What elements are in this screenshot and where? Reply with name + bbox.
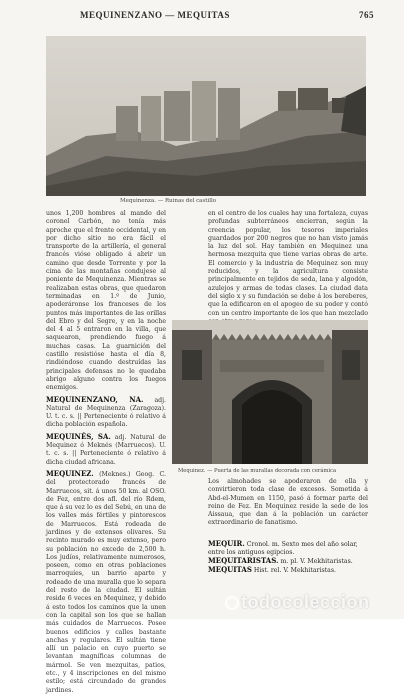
page-number: 765: [359, 10, 374, 20]
entry-text: adj. Natural de Mequinenza (Zaragoza). U. t. c. s. || Perteneciente ó relativo á dicha población española.: [46, 396, 166, 429]
entry-mequir: [208, 540, 368, 557]
entry-head: MEQUITAS: [208, 565, 252, 574]
running-header: [40, 10, 374, 24]
entry-text: m. pl. V. Mekhitaristas.: [280, 558, 353, 565]
entry-text: Hist. rel. V. Mekhitaristas.: [253, 567, 336, 574]
entry-text: adj. Natural de Mequinez ó Meknés (Marruecos). U. t. c. s. || Perteneciente ó relativo á dicha ciudad africana.: [46, 433, 167, 466]
entry-mequinenzano: [46, 396, 166, 430]
right-column-continued: Los almohades se apoderaron de ella y convirtieron toda clase de excesos. Sometida á Abd-el-Mumen en 1150, pasó á formar parte del reino de Fez. En Mequinez reside la sede de los Aissaua, que dan á la población un carácter extraordinario de fanatismo.: [208, 478, 368, 527]
header-title: MEQUINENZANO — MEQUITAS: [80, 10, 230, 20]
left-column: [46, 210, 166, 695]
entry-head: MEQUINEZ.: [46, 468, 94, 478]
entry-head: MEQUINENZANO, NA.: [46, 394, 144, 404]
castle-history-text: unos 1,200 hombres al mando del coronel Carbón, no tenía más aproche que el frente occidental, y en por dicho sitio no era fácil el transporte de la artillería, el general francés vióse obligado á abrir un camino que desde Torrente y por la cima de las montañas condujese al poniente de Mequinenza. Mientras se realizaban estas obras, que quedaron terminadas en 1.º de Junio, apoderáronse los franceses de los puntos más importantes de las orillas del Ebro y del Segre, y en la noche del 4 al 5 entraron en la villa, que saquearon, prendiendo fuego á muchas casas. La guarnición del castillo resistióse hasta el día 8, rindiéndose cuando destruídas las principales defensas no le quedaba abrigo alguno contra los fuegos enemigos.: [46, 210, 166, 392]
city-gate-photo: [172, 320, 368, 464]
entry-mequitas: [208, 566, 368, 575]
bottom-entries: [208, 540, 368, 575]
watermark-logo-icon: [225, 596, 239, 610]
entry-head: MEQUIR.: [208, 539, 245, 548]
entry-text: (Meknes.) Geog. C. del protectorado francés de Marruecos, sit. á unos 50 km. al OSO. de Fez, entre dos afl. del río Rdem, que á su vez lo es del Sebú, en una de los valles más fértiles y pintorescos de Marruecos. Está rodeada de jardines y de extensos olivares. Su recinto murado es muy extenso, pero su población no excede de 2,500 h. Los judíos, relativamente numerosos, poseen, como en otras poblaciones marroquíes, un barrio aparte y rodeado de una muralla que lo separa del resto de la ciudad. El sultán reside 6 veces en Mequinez, y debido á esto todos los caminos que la unen con la capital son los que se hallan más cuidados de Marruecos. Posee buenos edificios y calles bastante anchas y regulares. El sultán tiene allí un palacio en cuyo puerto se levantan magníficas columnas de mármol. Se ven mezquitas, patios, etc., y 4 inscripciones en del mismo estilo; está circundado de grandes jardines.: [46, 470, 166, 694]
entry-mequines: [46, 433, 166, 467]
entry-text: Cronol. m. Sexto mes del año solar, entre los antiguos egipcios.: [208, 541, 358, 556]
right-column: en el centro de los cuales hay una fortaleza, cuyas profundas subterráneos encierran, según la creencia popular, los tesoros imperiales guardados por 200 negros que no han visto jamás la luz del sol. Hay también en Mequinez una hermosa mezquita que tiene varias obras de arte. El comercio y la industria de Mequinez son muy reducidos, y la agricultura consiste principalmente en tejidos de seda, lana y algodón, azulejos y armas de todas clases. La ciudad data del siglo x y su fundación se debe á los bereberes, que la edificaron en el apogeo de su poder y contó con un centro importante de los que han mezclado: [208, 210, 368, 317]
entry-head: MEQUINÉS, SA.: [46, 431, 111, 441]
watermark: [225, 592, 370, 613]
entry-mequinez: [46, 470, 166, 695]
castle-ruins-photo: [46, 36, 366, 196]
gate-caption: Mequinez. — Puerta de las murallas decorada con cerámica: [178, 468, 337, 474]
castle-caption: Mequinenza. — Ruinas del castillo: [120, 198, 217, 204]
entry-head: MEQUITARISTAS.: [208, 556, 279, 565]
watermark-text: todocoleccion: [241, 592, 370, 612]
